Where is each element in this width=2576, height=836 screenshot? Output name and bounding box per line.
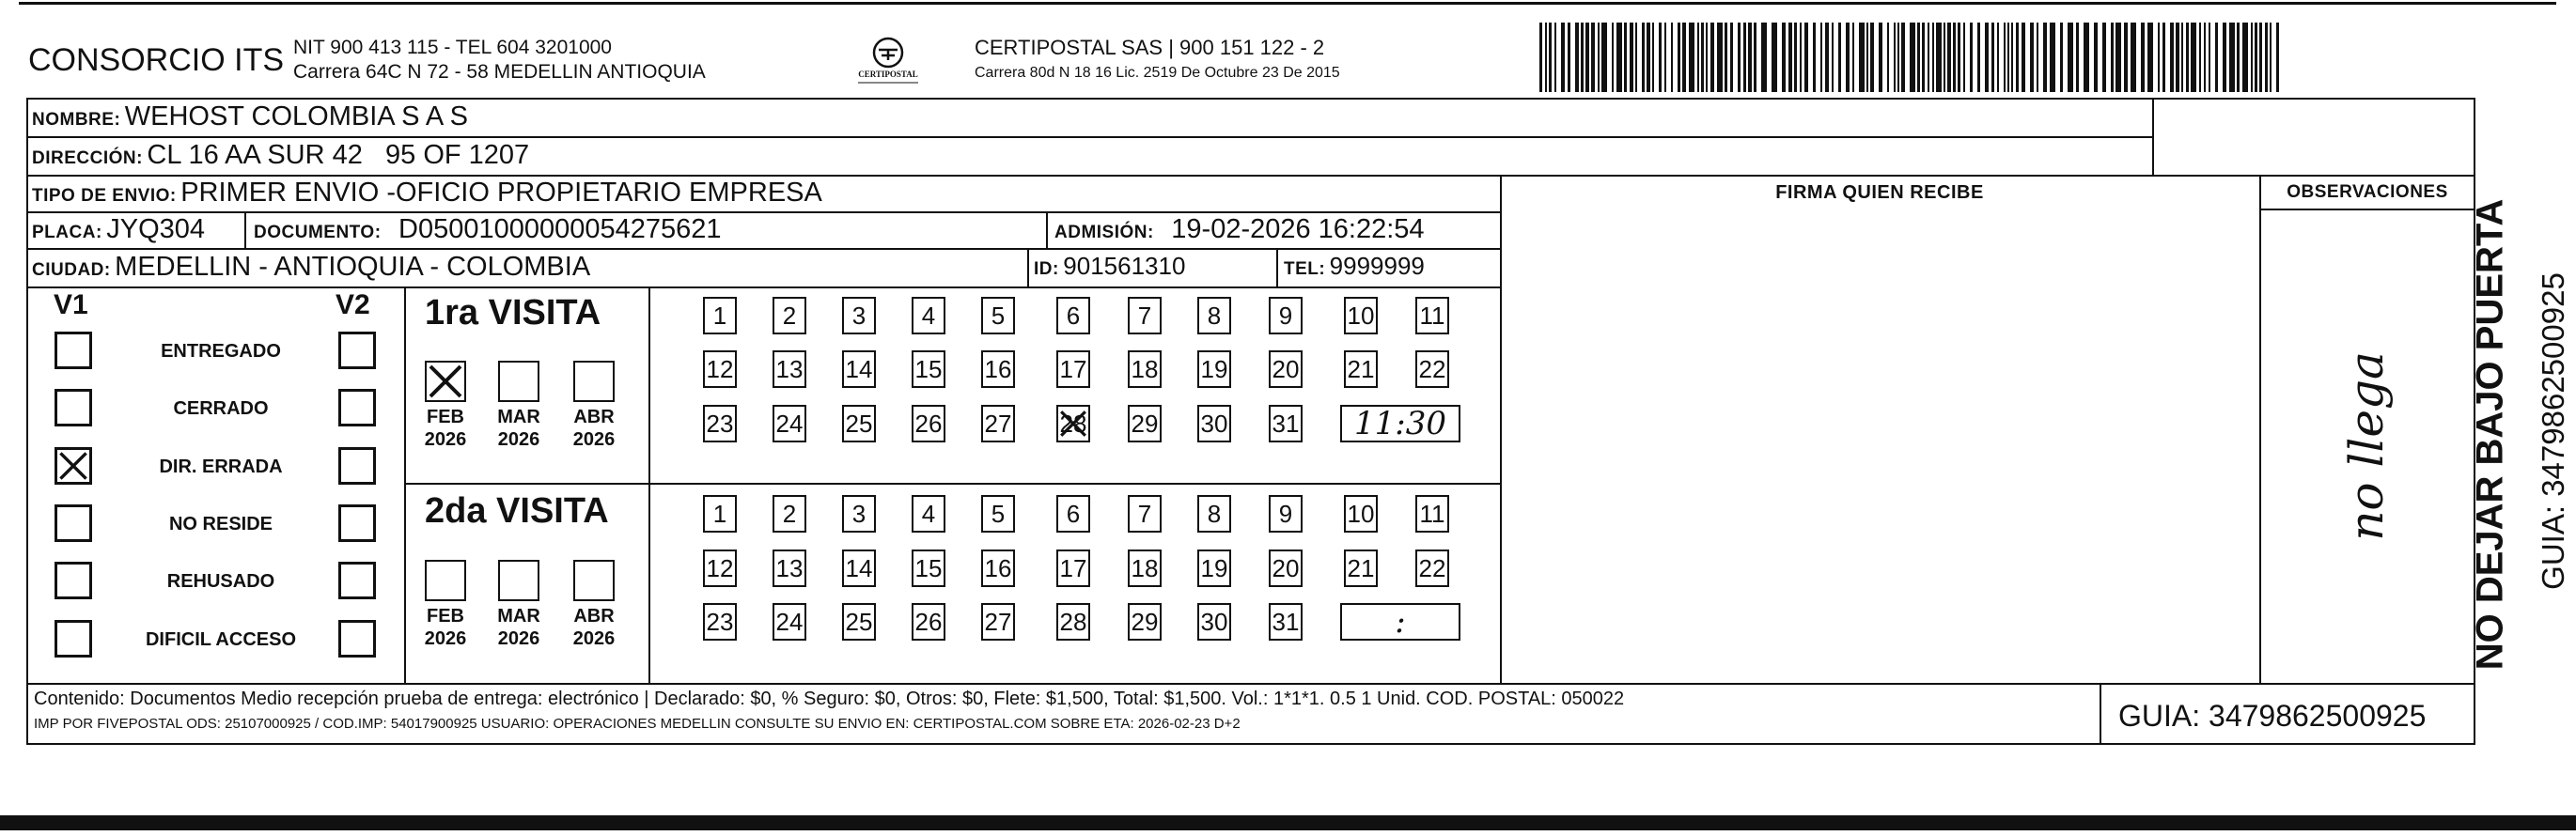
second-visit-day-box[interactable]: 4 (912, 495, 945, 533)
col-line (2152, 98, 2154, 175)
nombre-label: NOMBRE: (32, 110, 121, 130)
month-checkbox[interactable] (573, 361, 615, 402)
month-name: ABR (573, 606, 615, 627)
barcode-bar (1894, 23, 1896, 92)
first-visit-time-box[interactable]: 11:30 (1340, 405, 1460, 442)
barcode-bar (1545, 23, 1547, 92)
barcode-bar (1630, 23, 1633, 92)
barcode-bar (1761, 23, 1767, 92)
first-visit-day-box[interactable]: 17 (1056, 350, 1090, 388)
second-visit-day-box[interactable]: 27 (981, 603, 1015, 641)
barcode-bar (1859, 23, 1865, 92)
status-option-label: ENTREGADO (161, 341, 281, 362)
barcode-bar (1624, 23, 1627, 92)
first-visit-label: 1ra VISITA (425, 293, 601, 333)
barcode-bar (1748, 23, 1752, 92)
row-line (404, 483, 1500, 485)
tel-value: 9999999 (1329, 252, 1425, 280)
barcode-bar (2147, 23, 2153, 92)
col-line (244, 211, 246, 248)
logo-text: CERTIPOSTAL (858, 70, 918, 79)
first-visit-day-box[interactable]: 23 (703, 405, 737, 442)
barcode-bar (2043, 23, 2047, 92)
barcode-bar (1682, 23, 1686, 92)
barcode-bar (2016, 23, 2019, 92)
row-line (26, 683, 2475, 685)
id-label: ID: (1034, 259, 1059, 279)
month-year: 2026 (572, 628, 616, 649)
barcode-bar (1697, 23, 1699, 92)
barcode-bar (2007, 23, 2009, 92)
barcode-bar (1958, 23, 1960, 92)
tel-label: TEL: (1284, 259, 1326, 279)
first-visit-day-box[interactable]: 19 (1197, 350, 1231, 388)
row-line (26, 286, 1500, 288)
barcode-bar (1922, 23, 1925, 92)
status-option-label: DIR. ERRADA (159, 457, 283, 477)
month-label (491, 605, 547, 650)
first-visit-day-box[interactable]: 6 (1056, 297, 1090, 334)
barcode-bar (1991, 23, 1994, 92)
barcode-bar (1754, 23, 1756, 92)
first-visit-day-box[interactable]: 28 (1056, 405, 1090, 442)
barcode-bar (1575, 23, 1579, 92)
barcode-bar (2170, 23, 2174, 92)
v1-checkbox[interactable] (55, 447, 92, 485)
barcode-bar (1932, 23, 1934, 92)
first-visit-day-box[interactable]: 4 (912, 297, 945, 334)
barcode-bar (1647, 23, 1650, 92)
footer-contenido: Contenido: Documentos Medio recepción prueba de entrega: electrónico | Declarado: $0, % Seguro: $0, Otros: $0, Flete: $1,500, Total: $1,500. Vol.: 1*1*1. 0.5 1 Unid. COD. POSTAL: 050022 (34, 689, 1625, 709)
second-visit-day-box[interactable]: 10 (1344, 495, 1378, 533)
barcode-bar (1568, 23, 1570, 92)
barcode-bar (2199, 23, 2201, 92)
placa-label: PLACA: (32, 223, 102, 242)
barcode-bar (1725, 23, 1727, 92)
barcode-bar (2259, 23, 2262, 92)
barcode-bar (1652, 23, 1654, 92)
second-visit-day-box[interactable]: 13 (773, 550, 806, 587)
barcode-bar (2251, 23, 2253, 92)
nombre-value: WEHOST COLOMBIA S A S (124, 101, 469, 132)
barcode-bar (2030, 23, 2034, 92)
barcode-bar (1963, 23, 1965, 92)
barcode-bar (1825, 23, 1829, 92)
barcode-bar (1642, 23, 1645, 92)
first-visit-day-box[interactable]: 9 (1269, 297, 1303, 334)
barcode-bar (1678, 23, 1680, 92)
col-line (2259, 175, 2261, 683)
barcode-bar (1554, 23, 1556, 92)
v2-checkbox[interactable] (338, 562, 376, 599)
row-line (26, 211, 1500, 213)
barcode-bar (1846, 23, 1850, 92)
barcode-bar (2204, 23, 2206, 92)
second-visit-day-box[interactable]: 3 (842, 495, 876, 533)
id-cell (1034, 252, 1185, 281)
second-visit-day-box[interactable]: 21 (1344, 550, 1378, 587)
barcode-bar (1838, 23, 1841, 92)
barcode-bar (2068, 23, 2073, 92)
v1-label: V1 (54, 289, 88, 320)
barcode-bar (2011, 23, 2013, 92)
month-year: 2026 (572, 429, 616, 450)
col-line (1500, 175, 1502, 683)
company-address: Carrera 64C N 72 - 58 MEDELLIN ANTIOQUIA (293, 61, 706, 83)
second-visit-day-box[interactable]: 24 (773, 603, 806, 641)
firma-header: FIRMA QUIEN RECIBE (1775, 182, 1984, 203)
month-label (491, 406, 547, 451)
row-line (2259, 209, 2474, 210)
barcode-bar (2037, 23, 2038, 92)
barcode-bar (2004, 23, 2006, 92)
barcode-bar (1782, 23, 1786, 92)
month-checkbox[interactable] (425, 560, 466, 601)
month-checkbox[interactable] (498, 560, 539, 601)
barcode-bar (1689, 23, 1694, 92)
month-name: ABR (573, 407, 615, 427)
barcode-bar (1953, 23, 1956, 92)
second-visit-day-box[interactable]: 1 (703, 495, 737, 533)
nombre-row (32, 101, 468, 132)
col-line (2100, 683, 2101, 745)
barcode-bar (2141, 23, 2145, 92)
barcode-bar (2209, 23, 2210, 92)
v2-checkbox[interactable] (338, 389, 376, 426)
barcode-bar (2050, 23, 2055, 92)
second-visit-day-box[interactable]: 29 (1128, 603, 1162, 641)
barcode-bar (1800, 23, 1802, 92)
v1-checkbox[interactable] (55, 620, 92, 658)
barcode-bar (1701, 23, 1704, 92)
barcode-bar (1612, 23, 1614, 92)
barcode-bar (1794, 23, 1797, 92)
barcode-bar (1887, 23, 1889, 92)
v1-checkbox[interactable] (55, 332, 92, 369)
barcode-bar (1601, 23, 1607, 92)
second-visit-time-box[interactable]: : (1340, 603, 1460, 641)
v1-checkbox[interactable] (55, 562, 92, 599)
second-visit-day-box[interactable]: 8 (1197, 495, 1231, 533)
first-visit-day-box[interactable]: 11 (1415, 297, 1449, 334)
direccion-value: CL 16 AA SUR 42 95 OF 1207 (147, 140, 530, 170)
month-label (417, 406, 474, 451)
admision-value: 19-02-2026 16:22:54 (1171, 214, 1425, 244)
first-visit-day-box[interactable]: 14 (842, 350, 876, 388)
v2-checkbox[interactable] (338, 504, 376, 542)
first-visit-day-box[interactable]: 5 (981, 297, 1015, 334)
first-visit-day-box[interactable]: 13 (773, 350, 806, 388)
barcode-bar (1717, 23, 1723, 92)
v2-label: V2 (336, 289, 370, 320)
col-line (1276, 248, 1278, 286)
first-visit-day-box[interactable]: 7 (1128, 297, 1162, 334)
first-visit-day-box[interactable]: 29 (1128, 405, 1162, 442)
v2-checkbox[interactable] (338, 620, 376, 658)
second-visit-day-box[interactable]: 5 (981, 495, 1015, 533)
barcode-bar (2255, 23, 2257, 92)
barcode-bar (1970, 23, 1973, 92)
barcode-bar (2102, 23, 2106, 92)
barcode-bar (1944, 23, 1945, 92)
second-visit-day-box[interactable]: 7 (1128, 495, 1162, 533)
barcode-bar (1616, 23, 1622, 92)
barcode-bar (2229, 23, 2235, 92)
month-checkbox[interactable] (425, 361, 466, 402)
second-visit-day-box[interactable]: 19 (1197, 550, 1231, 587)
barcode-bar (1539, 23, 1542, 92)
month-label (417, 605, 474, 650)
month-checkbox[interactable] (573, 560, 615, 601)
col-line (648, 286, 650, 683)
observaciones-area[interactable] (2263, 212, 2474, 680)
barcode-bar (1947, 23, 1951, 92)
admision-label: ADMISIÓN: (1054, 223, 1154, 242)
barcode-bar (1897, 23, 1899, 92)
ciudad-value: MEDELLIN - ANTIOQUIA - COLOMBIA (115, 252, 591, 282)
barcode-bar (1804, 23, 1808, 92)
first-visit-day-box[interactable]: 12 (703, 350, 737, 388)
footer-imp: IMP POR FIVEPOSTAL ODS: 25107000925 / COD.IMP: 54017900925 USUARIO: OPERACIONES MEDELLIN CONSULTE SU ENVIO EN: CERTIPOSTAL.COM SOBRE ETA: 2026-02-23 D+2 (34, 716, 1241, 732)
month-name: FEB (427, 407, 464, 427)
barcode-bar (2242, 23, 2248, 92)
observacion-handwriting: no llega (2339, 351, 2394, 541)
barcode-bar (2115, 23, 2121, 92)
barcode-bar (2060, 23, 2063, 92)
first-visit-day-box[interactable]: 25 (842, 405, 876, 442)
second-visit-label: 2da VISITA (425, 491, 609, 531)
barcode-bar (1706, 23, 1708, 92)
barcode-bar (1635, 23, 1637, 92)
barcode-bar (1977, 23, 1980, 92)
tipo-row (32, 178, 822, 209)
bottom-band (0, 815, 2576, 830)
first-visit-day-box[interactable]: 27 (981, 405, 1015, 442)
barcode-bar (1832, 23, 1834, 92)
month-label (566, 406, 622, 451)
second-visit-day-box[interactable]: 2 (773, 495, 806, 533)
first-visit-day-box[interactable]: 22 (1415, 350, 1449, 388)
barcode-bar (1591, 23, 1595, 92)
month-name: FEB (427, 606, 464, 627)
first-visit-day-box[interactable]: 21 (1344, 350, 1378, 388)
barcode-bar (1598, 23, 1600, 92)
barcode-bar (1852, 23, 1854, 92)
barcode-bar (1820, 23, 1822, 92)
barcode-bar (1901, 23, 1905, 92)
barcode-bar (2276, 23, 2279, 92)
barcode-bar (2076, 23, 2079, 92)
month-year: 2026 (424, 429, 467, 450)
first-visit-day-box[interactable]: 3 (842, 297, 876, 334)
second-visit-day-box[interactable]: 20 (1269, 550, 1303, 587)
second-visit-day-box[interactable]: 25 (842, 603, 876, 641)
barcode-bar (1879, 23, 1882, 92)
second-visit-day-box[interactable]: 14 (842, 550, 876, 587)
barcode-bar (1738, 23, 1741, 92)
status-option-label: CERRADO (173, 398, 269, 419)
row-line (26, 248, 1500, 250)
month-checkbox[interactable] (498, 361, 539, 402)
company-nit-tel: NIT 900 413 115 - TEL 604 3201000 (293, 37, 612, 58)
first-visit-day-box[interactable]: 20 (1269, 350, 1303, 388)
v2-checkbox[interactable] (338, 447, 376, 485)
col-line (1027, 248, 1029, 286)
barcode-bar (2111, 23, 2114, 92)
second-visit-day-box[interactable]: 15 (912, 550, 945, 587)
first-visit-day-box[interactable]: 8 (1197, 297, 1231, 334)
barcode-bar (1730, 23, 1733, 92)
barcode-bar (1585, 23, 1589, 92)
barcode-bar (2223, 23, 2226, 92)
barcode-bar (2215, 23, 2218, 92)
barcode-bar (1997, 23, 1999, 92)
second-visit-day-box[interactable]: 28 (1056, 603, 1090, 641)
second-visit-day-box[interactable]: 31 (1269, 603, 1303, 641)
documento-value: D05001000000054275621 (398, 214, 722, 244)
barcode-bar (1772, 23, 1777, 92)
carrier-address: Carrera 80d N 18 16 Lic. 2519 De Octubre 23 De 2015 (975, 65, 1340, 81)
month-name: MAR (497, 606, 540, 627)
admision-cell (1054, 214, 1425, 245)
status-option-label: NO RESIDE (168, 514, 273, 534)
first-visit-day-box[interactable]: 15 (912, 350, 945, 388)
first-visit-day-box[interactable]: 31 (1269, 405, 1303, 442)
barcode-bar (2265, 23, 2268, 92)
barcode-bar (2186, 23, 2189, 92)
barcode-bar (2181, 23, 2183, 92)
second-visit-day-box[interactable]: 9 (1269, 495, 1303, 533)
second-visit-day-box[interactable]: 26 (912, 603, 945, 641)
barcode-bar (1917, 23, 1920, 92)
status-option-label: DIFICIL ACCESO (145, 629, 296, 650)
barcode-bar (1910, 23, 1915, 92)
month-year: 2026 (497, 628, 540, 649)
barcode-bar (1561, 23, 1565, 92)
tel-cell (1284, 252, 1425, 281)
v1-checkbox[interactable] (55, 389, 92, 426)
side-guia: GUIA: 3479862500925 (2536, 272, 2570, 590)
second-visit-day-box[interactable]: 22 (1415, 550, 1449, 587)
first-visit-day-box[interactable]: 26 (912, 405, 945, 442)
barcode-bar (1581, 23, 1584, 92)
top-rule (19, 2, 2556, 5)
row-line (26, 175, 2475, 177)
month-year: 2026 (497, 429, 540, 450)
second-visit-day-box[interactable]: 23 (703, 603, 737, 641)
certipostal-logo (851, 34, 926, 90)
barcode-bar (2094, 23, 2098, 92)
second-visit-day-box[interactable]: 18 (1128, 550, 1162, 587)
barcode-bar (1743, 23, 1746, 92)
barcode-bar (2084, 23, 2089, 92)
barcode-bar (1813, 23, 1816, 92)
v2-checkbox[interactable] (338, 332, 376, 369)
first-visit-day-box[interactable]: 24 (773, 405, 806, 442)
ciudad-label: CIUDAD: (32, 260, 111, 280)
tipo-value: PRIMER ENVIO -OFICIO PROPIETARIO EMPRESA (180, 178, 822, 208)
second-visit-day-box[interactable]: 16 (981, 550, 1015, 587)
first-visit-day-box[interactable]: 10 (1344, 297, 1378, 334)
barcode-bar (1671, 23, 1673, 92)
barcode-bar (2237, 23, 2240, 92)
barcode-bar (1549, 23, 1552, 92)
direccion-row (32, 140, 529, 171)
col-line (1046, 211, 1048, 248)
first-visit-day-box[interactable]: 18 (1128, 350, 1162, 388)
col-line (404, 286, 406, 683)
v1-checkbox[interactable] (55, 504, 92, 542)
firma-area[interactable] (1504, 212, 2256, 680)
barcode-bar (1870, 23, 1874, 92)
tipo-label: TIPO DE ENVIO: (32, 186, 177, 206)
ciudad-cell (32, 252, 590, 283)
placa-cell (32, 214, 205, 245)
documento-cell (254, 214, 722, 245)
barcode-bar (1928, 23, 1929, 92)
barcode-bar (2158, 23, 2160, 92)
second-visit-day-box[interactable]: 17 (1056, 550, 1090, 587)
month-label (566, 605, 622, 650)
id-value: 901561310 (1063, 252, 1186, 280)
month-year: 2026 (424, 628, 467, 649)
barcode-bar (2124, 23, 2128, 92)
footer-guia: GUIA: 3479862500925 (2118, 699, 2427, 733)
first-visit-day-box[interactable]: 30 (1197, 405, 1231, 442)
barcode-bar (1659, 23, 1662, 92)
barcode-bar (2176, 23, 2179, 92)
documento-label: DOCUMENTO: (254, 223, 382, 242)
second-visit-day-box[interactable]: 30 (1197, 603, 1231, 641)
barcode-bar (2162, 23, 2165, 92)
first-visit-day-box[interactable]: 2 (773, 297, 806, 334)
first-visit-day-box[interactable]: 16 (981, 350, 1015, 388)
first-visit-day-box[interactable]: 1 (703, 297, 737, 334)
barcode-bar (1936, 23, 1942, 92)
barcode-bar (1664, 23, 1666, 92)
barcode-bar (1788, 23, 1792, 92)
carrier-name: CERTIPOSTAL SAS | 900 151 122 - 2 (975, 36, 1325, 59)
direccion-label: DIRECCIÓN: (32, 148, 143, 168)
barcode (1539, 23, 2282, 92)
status-option-label: REHUSADO (166, 571, 275, 592)
placa-value: JYQ304 (106, 214, 206, 244)
company-name: CONSORCIO ITS (28, 42, 285, 78)
month-name: MAR (497, 407, 540, 427)
side-warning: NO DEJAR BAJO PUERTA (2469, 198, 2511, 671)
row-line (26, 136, 2152, 138)
barcode-bar (1866, 23, 1868, 92)
barcode-bar (1985, 23, 1989, 92)
second-visit-day-box[interactable]: 11 (1415, 495, 1449, 533)
barcode-bar (2131, 23, 2136, 92)
second-visit-day-box[interactable]: 12 (703, 550, 737, 587)
second-visit-day-box[interactable]: 6 (1056, 495, 1090, 533)
observaciones-header: OBSERVACIONES (2287, 182, 2448, 202)
barcode-bar (2022, 23, 2025, 92)
barcode-bar (2270, 23, 2272, 92)
barcode-bar (1710, 23, 1714, 92)
barcode-bar (2191, 23, 2196, 92)
